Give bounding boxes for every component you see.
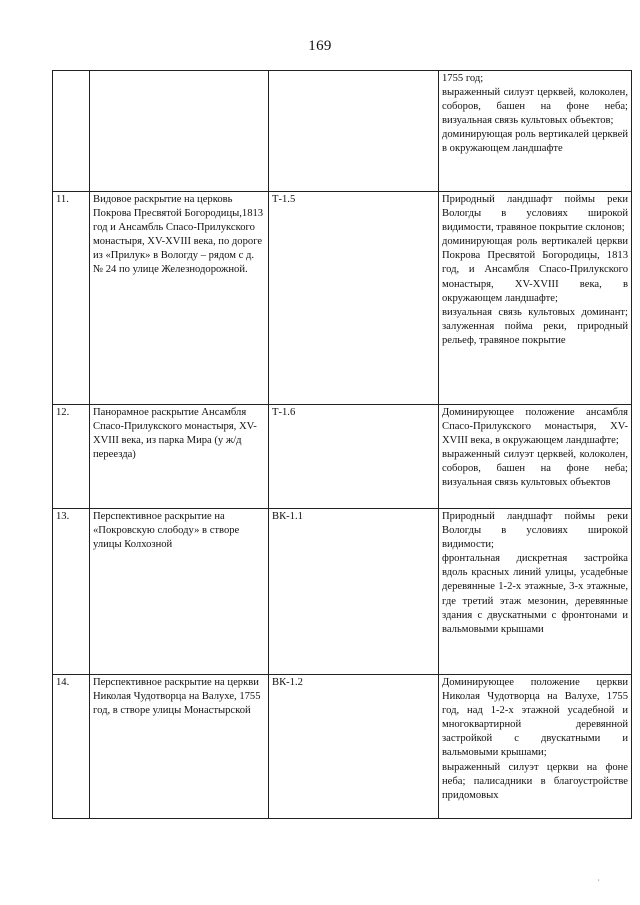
- table-row: [53, 192, 632, 405]
- table-row: [53, 405, 632, 509]
- view-name: Перспективное раскрытие на церкви Николая Чудотворца на Валухе, 1755 год, в створе улицы Монастырской: [93, 677, 261, 717]
- view-name: Видовое раскрытие на церковь Покрова Пресвятой Богородицы,1813 год и Ансамбль Спасо-Прилукского монастыря, XV-XVIII века, по дороге из «Прилук» в Вологду – рядом с д. № 24 по улице Железнодорожной.: [93, 194, 264, 276]
- page-number: 169: [308, 38, 332, 54]
- row-number-cell: [53, 71, 90, 192]
- row-number: 12.: [56, 407, 70, 418]
- view-description: Доминирующее положение ансамбля Спасо-Прилукского монастыря, XV-XVIII века, в окружающем ландшафте; выраженный силуэт церквей, колоколен, соборов, башен на фоне неба; визуальная связь культовых объектов: [442, 407, 628, 489]
- table-row: [53, 71, 632, 192]
- view-name-cell: [90, 675, 269, 819]
- view-name-cell: [90, 71, 269, 192]
- view-code: ВК-1.2: [272, 677, 303, 688]
- row-number: 11.: [56, 194, 69, 205]
- row-number-cell: [53, 192, 90, 405]
- view-name-cell: [90, 405, 269, 509]
- view-code-cell: [269, 192, 439, 405]
- view-description-cell: [439, 71, 632, 192]
- view-code: Т-1.5: [272, 194, 296, 205]
- view-code-cell: [269, 509, 439, 675]
- view-description: 1755 год; выраженный силуэт церквей, колоколен, соборов, башен на фоне неба; визуальная связь культовых объектов; доминирующая роль вертикалей церквей в окружающем ландшафте: [442, 73, 628, 155]
- view-code-cell: [269, 675, 439, 819]
- row-number: 14.: [56, 677, 70, 688]
- view-description: Доминирующее положение церкви Николая Чудотворца на Валухе, 1755 год, над 1-2-х этажной усадебной и многоквартирной деревянной застройкой с двускатными и вальмовыми крышами; выраженный силуэт церкви на фоне неба; палисадники в благоустройстве придомовых: [442, 677, 628, 801]
- row-number-cell: [53, 675, 90, 819]
- view-description: Природный ландшафт поймы реки Вологды в условиях широкой видимости, травяное покрытие склонов; доминирующая роль вертикалей церкви Покрова Пресвятой Богородицы, 1813 год, и Ансамбля Спасо-Прилукского монастыря, XV-XVIII века, в окружающем ландшафте; визуальная связь культовых доминант; залуженная пойма реки, природный рельеф, травяное покрытие: [442, 194, 628, 346]
- view-description: Природный ландшафт поймы реки Вологды в условиях широкой видимости; фронтальная дискретная застройка вдоль красных линий улицы, усадебные деревянные 1-2-х этажные, 3-х этажные, где третий этаж мезонин, деревянные здания с двускатными с фронтонами и вальмовыми крышами: [442, 511, 628, 635]
- view-name: Панорамное раскрытие Ансамбля Спасо-Прилукского монастыря, XV-XVIII века, из парка Мира (у ж/д переезда): [93, 407, 257, 461]
- view-code-cell: [269, 405, 439, 509]
- view-description-cell: [439, 405, 632, 509]
- view-description-cell: [439, 509, 632, 675]
- row-number-cell: [53, 509, 90, 675]
- view-code: Т-1.6: [272, 407, 296, 418]
- row-number: 13.: [56, 511, 70, 522]
- viewpoints-table: [52, 70, 632, 819]
- margin-mark: ,: [598, 876, 600, 882]
- view-name: Перспективное раскрытие на «Покровскую слободу» в створе улицы Колхозной: [93, 511, 240, 551]
- table-row: [53, 675, 632, 819]
- table-row: [53, 509, 632, 675]
- view-name-cell: [90, 192, 269, 405]
- view-description-cell: [439, 192, 632, 405]
- view-code-cell: [269, 71, 439, 192]
- view-code: ВК-1.1: [272, 511, 303, 522]
- row-number-cell: [53, 405, 90, 509]
- view-description-cell: [439, 675, 632, 819]
- view-name-cell: [90, 509, 269, 675]
